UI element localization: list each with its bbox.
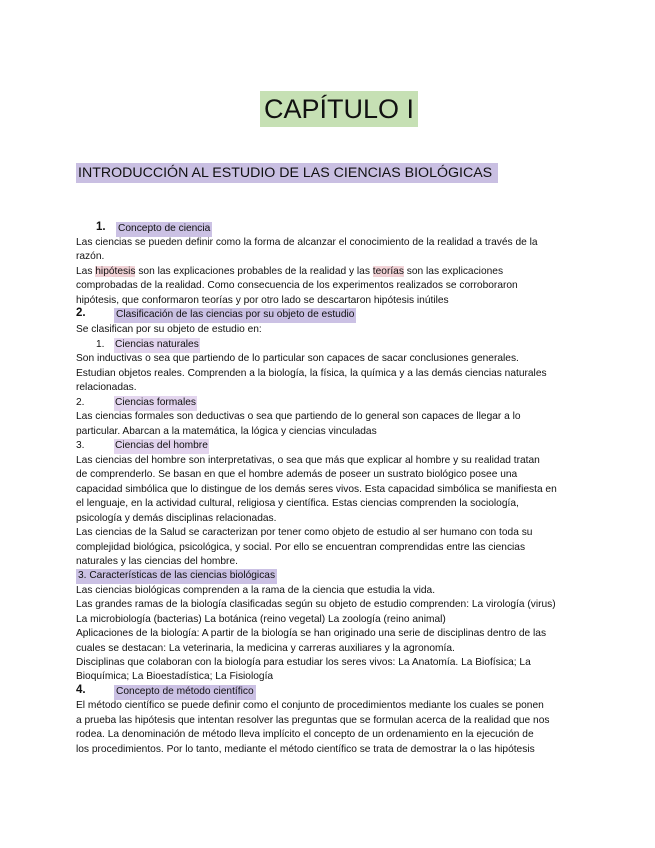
sub-1-line-3: relacionadas. <box>76 382 137 393</box>
s3-line-4: Aplicaciones de la biología: A partir de la biología se han originado una serie de disciplinas dentro de las <box>76 628 547 639</box>
s1-line-3-a: Las <box>76 266 96 277</box>
s1-line-2: razón. <box>76 251 105 262</box>
sub-1-number: 1. <box>96 339 105 350</box>
s2-intro: Se clasifican por su objeto de estudio en: <box>76 324 262 335</box>
highlight-hipotesis: hipótesis <box>95 266 136 277</box>
sub-2-line-1: Las ciencias formales son deductivas o sea que partiendo de lo general son capaces de llegar a lo <box>76 411 521 422</box>
sub-3-line-8: naturales y las ciencias del hombre. <box>76 556 238 567</box>
s4-line-1: El método científico se puede definir como el conjunto de procedimientos mediante los cuales se ponen <box>76 700 544 711</box>
sub-3-line-1: Las ciencias del hombre son interpretativas, o sea que más que explicar al hombre y su realidad tratan <box>76 455 540 466</box>
sub-2-heading: Ciencias formales <box>114 396 197 411</box>
s1-line-3-c: son las explicaciones <box>403 266 504 277</box>
s1-line-1: Las ciencias se pueden definir como la forma de alcanzar el conocimiento de la realidad a través de la <box>76 237 538 248</box>
sub-3-line-7: complejidad biológica, psicológica, y social. Por ello se encuentran comprendidas entre las ciencias <box>76 542 526 553</box>
section-2-number: 2. <box>76 307 86 319</box>
sub-2-line-2: particular. Abarcan a la matemática, la lógica y ciencias vinculadas <box>76 426 377 437</box>
sub-1-line-2: Estudian objetos reales. Comprenden a la biología, la física, la química y a las demás ciencias naturales <box>76 368 547 379</box>
sub-3-line-5: psicología y demás disciplinas relacionadas. <box>76 513 277 524</box>
section-4-heading: Concepto de método científico <box>114 685 256 700</box>
s3-line-3: La microbiología (bacterias) La botánica (reino vegetal) La zoología (reino animal) <box>76 614 446 625</box>
sub-3-number: 3. <box>76 440 85 451</box>
section-2-heading: Clasificación de las ciencias por su objeto de estudio <box>114 308 356 323</box>
s3-line-5: cuales se destacan: La veterinaria, la medicina y carreras auxiliares y la agronomía. <box>76 643 455 654</box>
s4-line-3: rodea. La denominación de método lleva implícito el concepto de un ordenamiento en la ejecución de <box>76 729 534 740</box>
sub-3-line-4: el lenguaje, en la actividad cultural, religiosa y científica. Estas ciencias comprenden la sociología, <box>76 498 519 509</box>
s4-line-2: a prueba las hipótesis que intentan resolver las preguntas que se formulan acerca de la realidad que nos <box>76 715 550 726</box>
s1-line-3-b: son las explicaciones probables de la realidad y las <box>135 266 373 277</box>
intro-title: INTRODUCCIÓN AL ESTUDIO DE LAS CIENCIAS BIOLÓGICAS <box>76 163 498 183</box>
section-4-number: 4. <box>76 684 86 696</box>
section-1-number: 1. <box>96 221 106 233</box>
sub-2-number: 2. <box>76 397 85 408</box>
chapter-title: CAPÍTULO I <box>260 91 418 127</box>
sub-3-line-3: capacidad simbólica que lo distingue de los demás seres vivos. Esta capacidad simbólica se manifiesta en <box>76 484 557 495</box>
section-1-heading: Concepto de ciencia <box>116 222 212 237</box>
highlight-teorias: teorías <box>372 266 404 277</box>
s1-line-4: comprobadas de la realidad. Como consecuencia de los experimentos realizados se corroboraron <box>76 280 518 291</box>
section-3-heading: 3. Características de las ciencias biológicas <box>76 569 277 584</box>
sub-3-line-2: de comprenderlo. Se basan en que el hombre además de poseer un sustrato biológico posee una <box>76 469 518 480</box>
sub-3-line-6: Las ciencias de la Salud se caracterizan por tener como objeto de estudio al ser humano con toda su <box>76 527 533 538</box>
s1-line-5: hipótesis, que conformaron teorías y por otro lado se descartaron hipótesis inútiles <box>76 295 449 306</box>
s3-line-1: Las ciencias biológicas comprenden a la rama de la ciencia que estudia la vida. <box>76 585 436 596</box>
s3-line-7: Bioquímica; La Bioestadística; La Fisiología <box>76 671 274 682</box>
s3-line-2: Las grandes ramas de la biología clasificadas según su objeto de estudio comprenden: La virología (virus) <box>76 599 556 610</box>
sub-1-line-1: Son inductivas o sea que partiendo de lo particular son capaces de sacar conclusiones generales. <box>76 353 519 364</box>
sub-1-heading: Ciencias naturales <box>114 338 200 353</box>
sub-3-heading: Ciencias del hombre <box>114 439 209 454</box>
s1-line-3 <box>76 265 503 280</box>
s3-line-6: Disciplinas que colaboran con la biología para estudiar los seres vivos: La Anatomía. La Biofísica; La <box>76 657 531 668</box>
s4-line-4: los procedimientos. Por lo tanto, mediante el método científico se trata de demostrar la o las hipótesis <box>76 744 535 755</box>
